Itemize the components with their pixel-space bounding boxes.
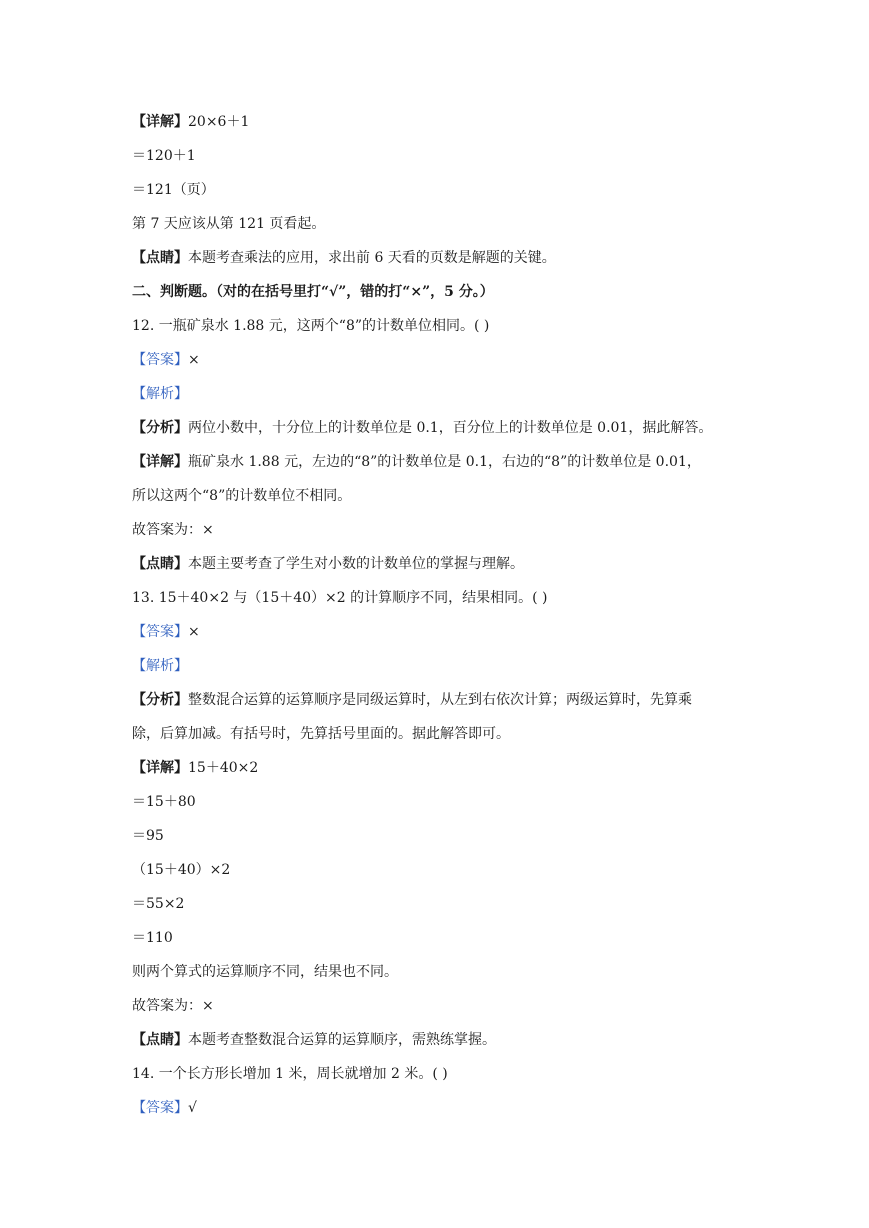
analysis-tag: 【解析】 — [132, 386, 188, 402]
calc-line: ＝15＋80 — [132, 794, 196, 810]
calc-line: ＝120＋1 — [132, 148, 196, 164]
detail-text: 瓶矿泉水 1.88 元，左边的“8”的计数单位是 0.1，右边的“8”的计数单位是 0.01， — [188, 454, 701, 470]
comment-line — [132, 1030, 496, 1050]
answer-line — [132, 1098, 197, 1118]
analysis-sub-tag: 【分析】 — [132, 420, 188, 436]
conclusion-line: 第 7 天应该从第 121 页看起。 — [132, 216, 326, 232]
detail-continued-line: 所以这两个“8”的计数单位不相同。 — [132, 488, 352, 504]
detail-tag: 【详解】 — [132, 454, 188, 470]
comment-line — [132, 248, 556, 268]
answer-mark: × — [188, 352, 200, 368]
calc-line: （15＋40）×2 — [132, 862, 231, 878]
answer-line — [132, 622, 200, 642]
comment-tag: 【点睛】 — [132, 250, 188, 266]
final-answer-line: 故答案为：× — [132, 998, 214, 1014]
analysis-line — [132, 690, 692, 710]
comment-text: 本题考查整数混合运算的运算顺序，需熟练掌握。 — [188, 1032, 496, 1048]
section-heading: 二、判断题。（对的在括号里打“√”，错的打“×”，5 分。） — [132, 284, 494, 300]
analysis-text: 整数混合运算的运算顺序是同级运算时，从左到右依次计算；两级运算时，先算乘 — [188, 692, 692, 708]
question-13: 13. 15＋40×2 与（15＋40）×2 的计算顺序不同，结果相同。( ) — [132, 590, 548, 606]
detail-line — [132, 758, 258, 778]
answer-tag: 【答案】 — [132, 624, 188, 640]
calc-line: ＝121（页） — [132, 182, 215, 198]
conclusion-line: 则两个算式的运算顺序不同，结果也不同。 — [132, 964, 398, 980]
analysis-sub-tag: 【分析】 — [132, 692, 188, 708]
calc-line: ＝55×2 — [132, 896, 185, 912]
calc-line: ＝95 — [132, 828, 164, 844]
comment-line — [132, 554, 524, 574]
question-12: 12. 一瓶矿泉水 1.88 元，这两个“8”的计数单位相同。( ) — [132, 318, 490, 334]
question-14: 14. 一个长方形长增加 1 米，周长就增加 2 米。( ) — [132, 1066, 448, 1082]
analysis-line — [132, 418, 712, 438]
analysis-text: 两位小数中，十分位上的计数单位是 0.1，百分位上的计数单位是 0.01，据此解答。 — [188, 420, 713, 436]
detail-line — [132, 112, 249, 132]
detail-text: 20×6＋1 — [188, 114, 250, 130]
answer-mark: × — [188, 624, 200, 640]
detail-text: 15＋40×2 — [188, 760, 259, 776]
comment-text: 本题考查乘法的应用，求出前 6 天看的页数是解题的关键。 — [188, 250, 556, 266]
analysis-tag: 【解析】 — [132, 658, 188, 674]
answer-mark: √ — [188, 1100, 197, 1116]
comment-tag: 【点睛】 — [132, 556, 188, 572]
final-answer-line: 故答案为：× — [132, 522, 214, 538]
comment-tag: 【点睛】 — [132, 1032, 188, 1048]
detail-tag: 【详解】 — [132, 760, 188, 776]
comment-text: 本题主要考查了学生对小数的计数单位的掌握与理解。 — [188, 556, 524, 572]
answer-tag: 【答案】 — [132, 352, 188, 368]
answer-line — [132, 350, 200, 370]
calc-line: ＝110 — [132, 930, 173, 946]
analysis-continued-line: 除，后算加减。有括号时，先算括号里面的。据此解答即可。 — [132, 726, 510, 742]
answer-tag: 【答案】 — [132, 1100, 188, 1116]
detail-tag: 【详解】 — [132, 114, 188, 130]
detail-line — [132, 452, 701, 472]
